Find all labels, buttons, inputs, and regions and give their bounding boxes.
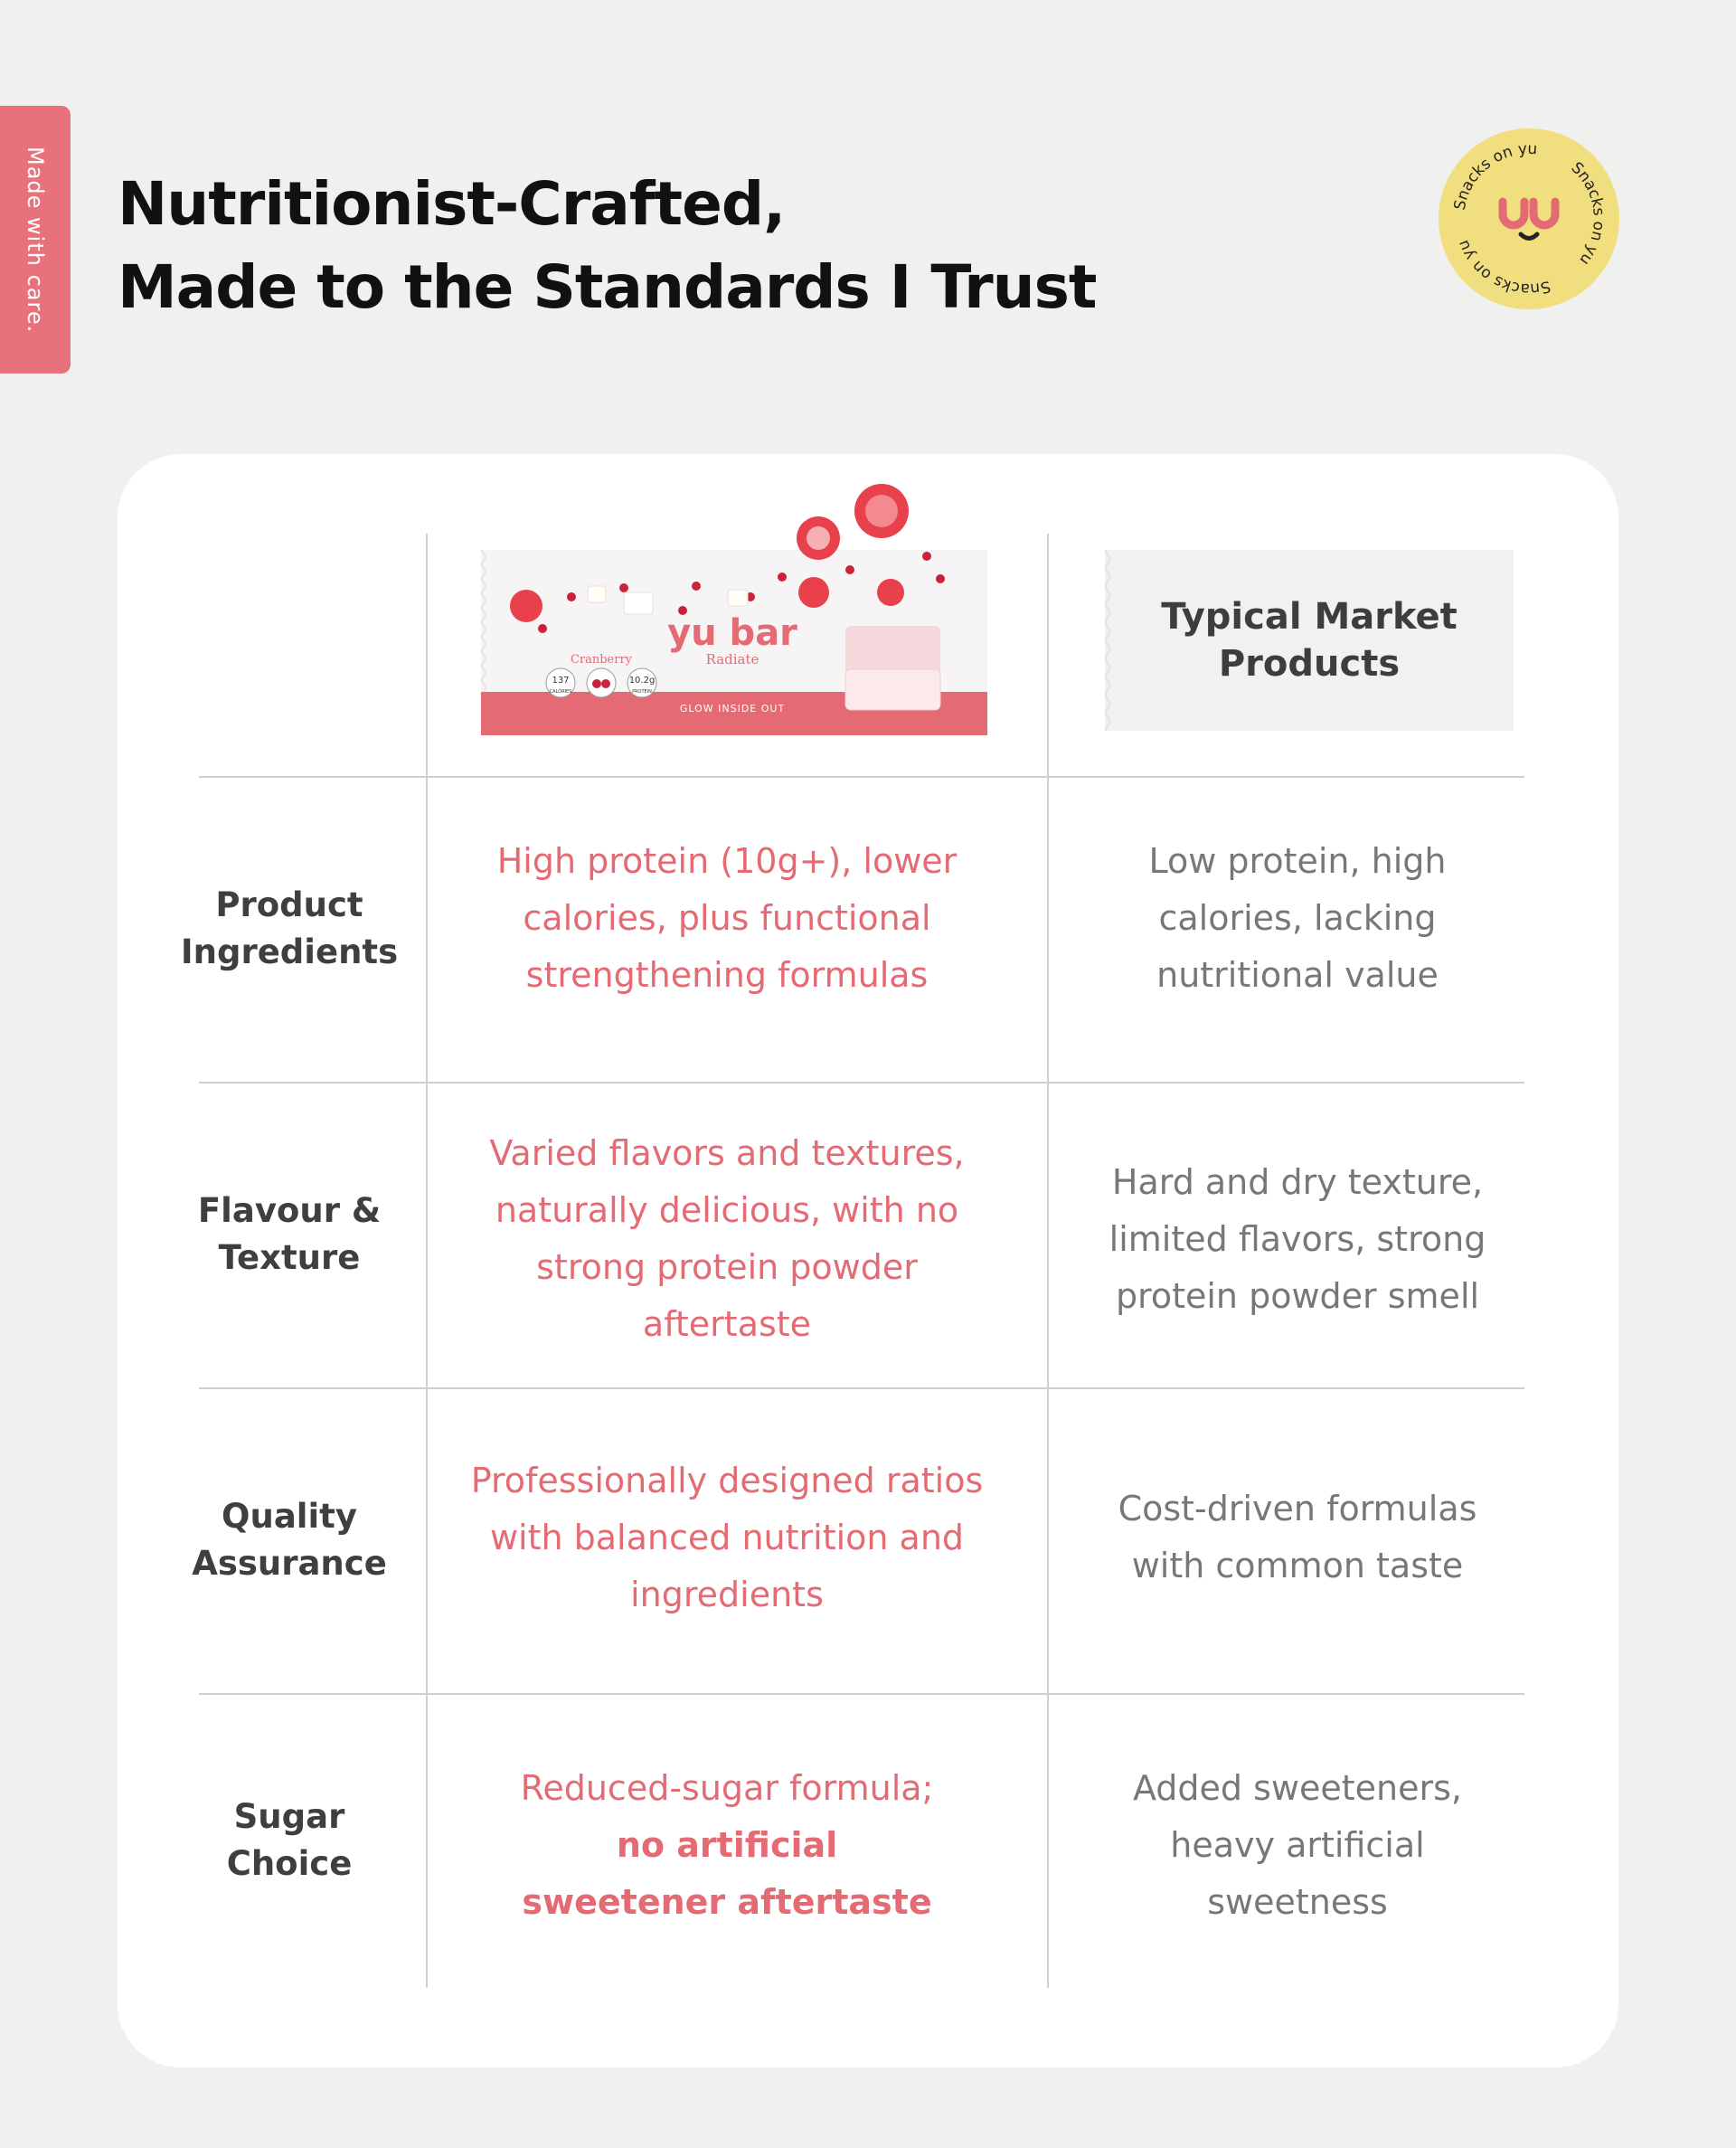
market-products-title	[1105, 550, 1514, 731]
pack-calories: 137	[552, 676, 570, 686]
row-label-line1: Sugar	[233, 1797, 345, 1836]
page-title	[118, 163, 1096, 329]
row-label-line1: Product	[215, 885, 363, 924]
row-label-line1: Flavour &	[197, 1191, 382, 1230]
yu-sugar-bold: no artificial sweetener aftertaste	[522, 1824, 932, 1922]
pack-variant: Radiate	[705, 651, 760, 667]
page-title-line2: Made to the Standards I Trust	[118, 252, 1097, 322]
row-label-line2: Texture	[218, 1238, 361, 1277]
pack-protein: 10.2g	[628, 676, 656, 686]
pack-calories-label: CALORIES	[549, 689, 572, 695]
row-label-quality	[181, 1387, 398, 1693]
yu-bar-pack-image	[470, 470, 1004, 742]
side-tab	[0, 106, 71, 374]
row-label-line2: Ingredients	[180, 932, 399, 971]
row-label-line2: Choice	[226, 1844, 353, 1883]
row-label-line1: Quality	[222, 1497, 357, 1536]
market-flavour-cell: Hard and dry texture, limited flavors, strong protein powder smell	[1109, 1161, 1486, 1316]
pack-flavor: Cranberry	[570, 653, 633, 667]
yu-sugar-cell	[427, 1718, 1027, 1972]
seal-ring-text-2: Snacks on yu	[1567, 158, 1609, 269]
row-label-flavour	[181, 1082, 398, 1387]
market-title-line2: Products	[1218, 643, 1401, 685]
side-tab-label: Made with care.	[23, 146, 48, 334]
market-title-line1: Typical Market	[1161, 596, 1458, 638]
row-label-line2: Assurance	[192, 1544, 387, 1583]
yu-flavour-cell: Varied flavors and textures, naturally delicious, with no strong protein powder aftertaste	[489, 1133, 965, 1344]
market-sugar-cell: Added sweeteners, heavy artificial sweetness	[1132, 1767, 1463, 1922]
seal-ring-text: Snacks on yu	[1450, 139, 1538, 212]
pack-tagline: GLOW INSIDE OUT	[679, 703, 786, 714]
seal-ring-text-3: Snacks on yu	[1454, 237, 1552, 298]
pack-protein-label: PROTEIN	[632, 689, 652, 695]
row-label-sugar	[181, 1693, 398, 1988]
page-title-line1: Nutritionist-Crafted,	[118, 169, 786, 239]
market-quality-cell: Cost-driven formulas with common taste	[1118, 1489, 1477, 1585]
pack-brand: yu bar	[667, 612, 797, 654]
yu-ingredients-cell: High protein (10g+), lower calories, plus functional strengthening formulas	[496, 840, 958, 995]
yu-quality-cell: Professionally designed ratios with balanced nutrition and ingredients	[470, 1460, 984, 1614]
market-ingredients-cell: Low protein, high calories, lacking nutritional value	[1148, 840, 1447, 995]
snacks-on-yu-seal	[1438, 128, 1620, 310]
row-label-ingredients	[181, 776, 398, 1082]
yu-sugar-plain: Reduced-sugar formula;	[520, 1767, 934, 1808]
